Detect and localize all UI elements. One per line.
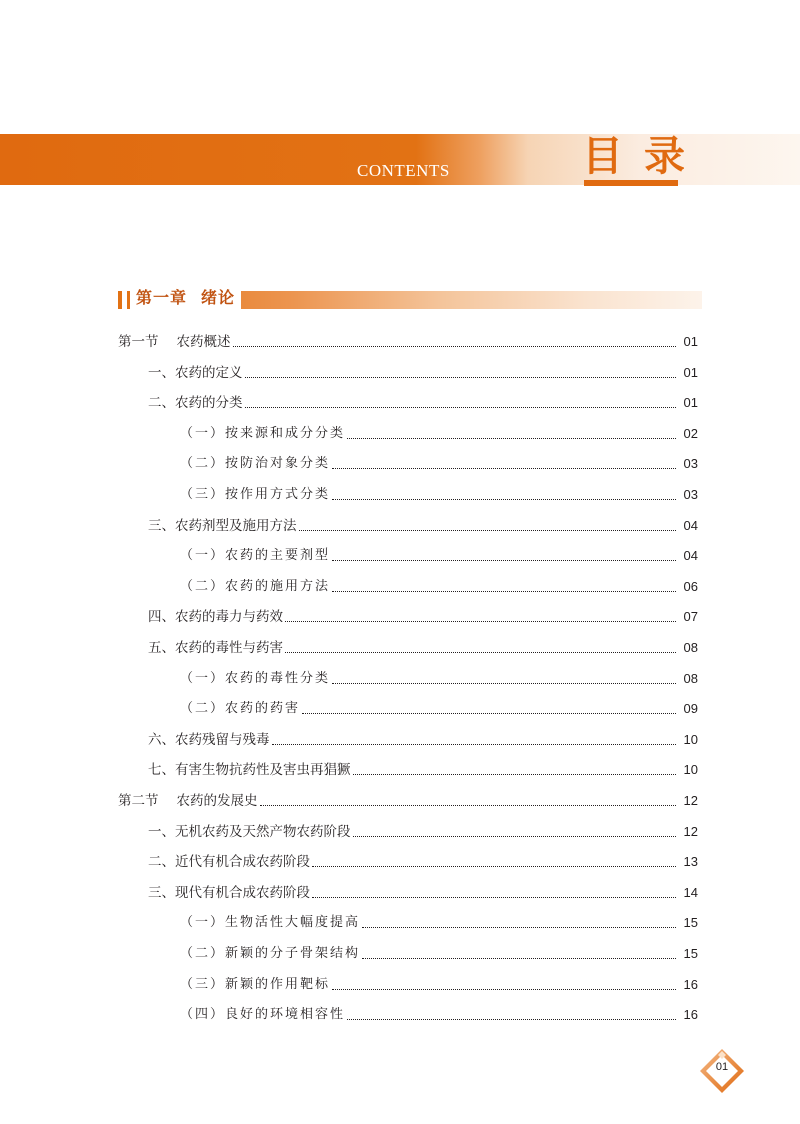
dot-leader	[353, 836, 677, 837]
toc-page-number: 16	[683, 1007, 698, 1023]
toc-entry[interactable]	[0, 943, 698, 965]
toc-line	[148, 392, 698, 414]
toc-entry[interactable]	[0, 423, 698, 445]
toc-line	[180, 545, 698, 567]
dot-leader	[245, 377, 677, 378]
toc-line	[118, 331, 698, 353]
toc-entry[interactable]	[0, 882, 698, 904]
toc-title: （一）生物活性大幅度提高	[180, 915, 361, 931]
toc-entry[interactable]	[0, 821, 698, 843]
toc-line	[180, 943, 698, 965]
toc-title: （二）农药的药害	[180, 701, 301, 717]
toc-line	[148, 882, 698, 904]
toc-page-number: 04	[683, 517, 698, 533]
toc-title: 一、无机农药及天然产物农药阶段	[148, 823, 351, 840]
toc-title	[118, 331, 231, 353]
toc-entry[interactable]	[0, 637, 698, 659]
toc-title: 五、农药的毒性与药害	[148, 640, 283, 656]
toc-page-number: 12	[683, 793, 698, 808]
toc-title: 六、农药残留与残毒	[148, 731, 270, 748]
toc-title: 三、农药剂型及施用方法	[148, 517, 297, 534]
dot-leader	[245, 407, 677, 408]
toc-page-number: 10	[683, 762, 698, 778]
toc-entry[interactable]	[0, 453, 698, 475]
toc-line	[180, 1004, 698, 1026]
toc-page-number: 01	[683, 334, 698, 349]
title-underline	[584, 180, 678, 186]
toc-entry[interactable]	[0, 790, 698, 812]
toc-line	[148, 759, 698, 781]
toc-entry[interactable]	[0, 362, 698, 384]
toc-line	[148, 851, 698, 873]
chapter-name: 绪论	[201, 288, 236, 307]
toc-title: （二）按防治对象分类	[180, 456, 331, 472]
toc-section-title: 农药概述	[176, 334, 231, 350]
toc-page-number: 07	[683, 609, 698, 625]
dot-leader	[260, 805, 677, 806]
toc-line	[180, 974, 698, 996]
chapter-number: 第一章	[136, 288, 188, 307]
dot-leader	[272, 744, 677, 745]
dot-leader	[347, 1019, 676, 1020]
dot-leader	[302, 713, 676, 714]
toc-title: （四）良好的环境相容性	[180, 1007, 346, 1023]
toc-entry[interactable]	[0, 974, 698, 996]
toc-entry[interactable]	[0, 392, 698, 414]
dot-leader	[233, 346, 677, 347]
toc-entry[interactable]	[0, 515, 698, 537]
dot-leader	[312, 866, 676, 867]
dot-leader	[299, 530, 677, 531]
toc-line	[148, 637, 698, 659]
dot-leader	[285, 621, 676, 622]
dot-leader	[347, 438, 676, 439]
toc-line	[148, 606, 698, 628]
toc-entry[interactable]	[0, 331, 698, 353]
toc-entry[interactable]	[0, 912, 698, 934]
dot-leader	[332, 591, 676, 592]
toc-entry[interactable]	[0, 851, 698, 873]
toc-entry[interactable]	[0, 576, 698, 598]
toc-page-number: 14	[683, 884, 698, 900]
dot-leader	[353, 774, 677, 775]
dot-leader	[362, 927, 676, 928]
toc-line	[180, 912, 698, 934]
toc-page-number: 12	[683, 823, 698, 839]
contents-label: CONTENTS	[357, 161, 450, 180]
toc-page-number: 08	[683, 640, 698, 655]
toc-title: （一）农药的主要剂型	[180, 548, 331, 564]
dot-leader	[332, 683, 676, 684]
dot-leader	[362, 958, 676, 959]
toc-page-number: 09	[683, 701, 698, 717]
toc-page-number: 10	[683, 731, 698, 747]
toc-entry[interactable]	[0, 545, 698, 567]
toc-line	[180, 453, 698, 475]
page-number: 01	[715, 1061, 729, 1073]
toc-entry[interactable]	[0, 668, 698, 690]
dot-leader	[285, 652, 676, 653]
toc-title: （二）农药的施用方法	[180, 578, 331, 594]
toc-line	[180, 576, 698, 598]
toc-entry[interactable]	[0, 759, 698, 781]
page-title: 目录	[582, 132, 706, 180]
toc-line	[180, 484, 698, 506]
toc-title: （三）按作用方式分类	[180, 487, 331, 502]
toc-page-number: 08	[683, 670, 698, 686]
toc-page-number: 03	[683, 456, 698, 472]
toc-page-number: 15	[683, 915, 698, 931]
toc-page-number: 13	[683, 854, 698, 870]
dot-leader	[332, 499, 676, 500]
toc-page-number: 15	[683, 946, 698, 961]
dot-leader	[312, 897, 676, 898]
dot-leader	[332, 560, 676, 561]
toc-line	[148, 362, 698, 384]
toc-section-prefix: 第一节	[118, 334, 159, 350]
toc-title: 二、农药的分类	[148, 395, 243, 412]
chapter-heading	[130, 286, 241, 310]
toc-line	[180, 423, 698, 445]
toc-page-number: 06	[683, 578, 698, 594]
toc-page-number: 16	[683, 976, 698, 992]
toc-line	[148, 515, 698, 537]
toc-section-prefix: 第二节	[118, 793, 159, 809]
toc-entry[interactable]	[0, 484, 698, 506]
chapter-mark	[122, 291, 127, 309]
toc-entry[interactable]	[0, 698, 698, 720]
toc-entry[interactable]	[0, 1004, 698, 1026]
toc-title: 七、有害生物抗药性及害虫再猖獗	[148, 762, 351, 779]
toc-title: 二、近代有机合成农药阶段	[148, 854, 310, 871]
toc-page-number: 04	[683, 548, 698, 564]
toc-page-number: 01	[683, 364, 698, 380]
toc-title	[118, 790, 258, 812]
toc-title: 三、现代有机合成农药阶段	[148, 884, 310, 901]
toc-line	[180, 668, 698, 690]
toc-entry[interactable]	[0, 606, 698, 628]
toc-section-title: 农药的发展史	[176, 793, 258, 809]
toc-title: （二）新颖的分子骨架结构	[180, 946, 361, 961]
toc-page-number: 01	[683, 395, 698, 411]
toc-line	[180, 698, 698, 720]
toc-title: 一、农药的定义	[148, 364, 243, 381]
dot-leader	[332, 989, 676, 990]
toc-title: 四、农药的毒力与药效	[148, 609, 283, 626]
toc-line	[148, 729, 698, 751]
toc-line	[148, 821, 698, 843]
toc-page-number: 02	[683, 425, 698, 441]
toc-page-number: 03	[683, 487, 698, 502]
dot-leader	[332, 468, 676, 469]
toc-title: （三）新颖的作用靶标	[180, 976, 331, 992]
toc-title: （一）农药的毒性分类	[180, 670, 331, 686]
toc-entry[interactable]	[0, 729, 698, 751]
toc-title: （一）按来源和成分分类	[180, 425, 346, 441]
toc-line	[118, 790, 698, 812]
